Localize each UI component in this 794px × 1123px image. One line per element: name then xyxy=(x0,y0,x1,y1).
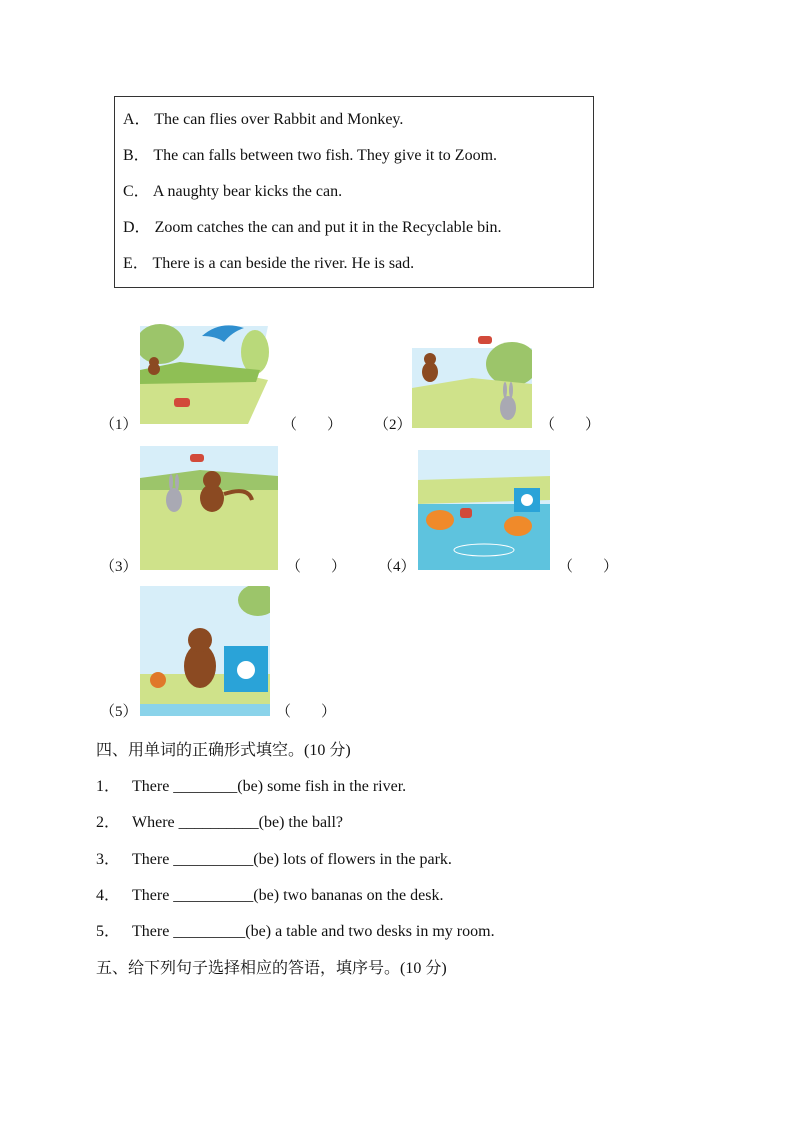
fill-item-2: 2． Where __________(be) the ball? xyxy=(96,814,344,831)
option-c: C． A naughty bear kicks the can. xyxy=(123,183,343,200)
answer-blank-1[interactable]: （ ） xyxy=(282,417,343,433)
option-a: A． The can flies over Rabbit and Monkey. xyxy=(123,111,404,128)
picture-3-label: （3） xyxy=(100,559,138,575)
answer-blank-5[interactable]: （ ） xyxy=(276,704,337,720)
picture-4-label: （4） xyxy=(378,559,416,575)
picture-2 xyxy=(412,334,532,428)
answer-blank-4[interactable]: （ ） xyxy=(558,559,619,575)
section-4-heading: 四、用单词的正确形式填空。(10 分) xyxy=(96,740,351,759)
scene-bear-kicks-can xyxy=(412,334,532,428)
section-5-heading: 五、给下列句子选择相应的答语，填序号。(10 分) xyxy=(96,958,447,977)
fill-item-4: 4． There __________(be) two bananas on the desk. xyxy=(96,887,444,904)
option-d: D． Zoom catches the can and put it in the Recyclable bin. xyxy=(123,219,502,236)
answer-blank-2[interactable]: （ ） xyxy=(540,417,601,433)
fill-item-1: 1． There ________(be) some fish in the river. xyxy=(96,778,407,795)
picture-5-label: （5） xyxy=(100,704,138,720)
picture-1 xyxy=(140,322,270,424)
scene-rabbit-monkey xyxy=(140,446,278,570)
option-b: B． The can falls between two fish. They give it to Zoom. xyxy=(123,147,498,164)
picture-2-label: （2） xyxy=(374,417,412,433)
picture-1-label: （1） xyxy=(100,417,138,433)
scene-fish-river xyxy=(418,450,550,570)
fill-item-5: 5． There _________(be) a table and two desks in my room. xyxy=(96,923,495,940)
scene-bear-recycle-bin xyxy=(140,586,270,716)
option-e: E． There is a can beside the river. He is sad. xyxy=(123,255,415,272)
picture-3 xyxy=(140,446,278,570)
answer-blank-3[interactable]: （ ） xyxy=(286,559,347,575)
fill-item-3: 3． There __________(be) lots of flowers in the park. xyxy=(96,851,452,868)
picture-4 xyxy=(418,450,550,570)
options-box xyxy=(114,96,594,288)
scene-bird-bear-can xyxy=(140,322,270,424)
picture-5 xyxy=(140,586,270,716)
